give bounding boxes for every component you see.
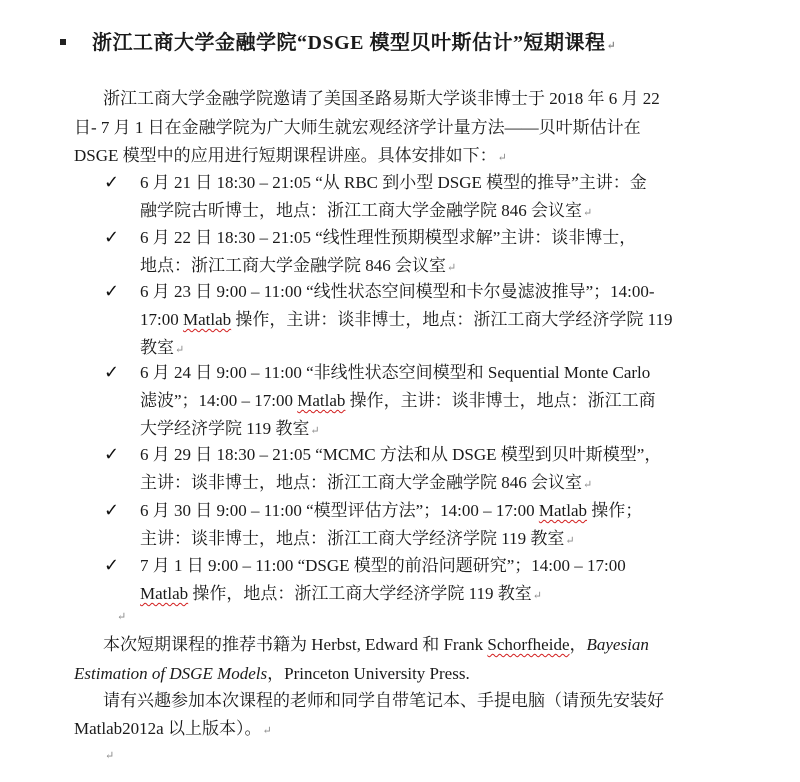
spellcheck-word: Schorfheide: [487, 635, 570, 654]
checkmark-icon: ✓: [104, 555, 120, 576]
intro-line-3: DSGE 模型中的应用进行短期课程讲座。具体安排如下：↵: [74, 146, 507, 165]
document-page: 浙江工商大学金融学院“DSGE 模型贝叶斯估计”短期课程↵ 浙江工商大学金融学院邀请了美国圣路易斯大学谈非博士于 2018 年 6 月 22 日- 7 月 1 日在金融学院为广大师生就宏观经济学计量方法——贝叶斯估计在 DSGE 模型中的应用进行短期课程讲座。具体安排如下：↵ ✓ 6 月 21 日 18:30 – 21:05 “从 RBC 到小型 DSGE 模型的推导”主讲：金 融学院古昕博士，地点：浙江工商大学金融学院 846 会议室↵ ✓ 6 月 22 日 18:30 – 21:05 “线性理性预期模型求解”主讲：谈非博士， 地点：浙江工商大学金融学院 846 会议室↵ ✓ 6 月 23 日 9:00 – 11:00 “线性状态空间模型和卡尔曼滤波推导”；14:00- 17:00 Matlab 操作，主讲：谈非博士，地点：浙江工商大学经济学院 119 教室↵ ✓ 6 月 24 日 9:00 – 11:00 “非线性状态空间模型和 Sequential Monte Carlo 滤波”；14:00 – 17:00 Matlab 操作，主讲：谈非博士，地点：浙江工商 大学经济学院 119 教室↵ ✓ 6 月 29 日 18:30 – 21:05 “MCMC 方法和从 DSGE 模型到贝叶斯模型”， 主讲：谈非博士，地点：浙江工商大学金融学院 846 会议室↵ ✓ 6 月 30 日 9:00 – 11:00 “模型评估方法”；14:00 – 17:00 Matlab 操作； 主讲：谈非博士，地点：浙江工商大学经济学院 119 教室↵ ✓ 7 月 1 日 9:00 – 11:00 “DSGE 模型的前沿问题研究”；14:00 – 17:00 Matlab 操作，地点：浙江工商大学经济学院 119 教室↵ ↵ 本次短期课程的推荐书籍为 Herbst, Edward 和 Frank Schorfheide，Bayesian Estimation of DSGE Models，Princeton University Press. 请有兴趣参加本次课程的老师和同学自带笔记本、手提电脑（请预先安装好 Matlab2012a 以上版本）。↵ ↵: [0, 0, 800, 782]
notice-line-2: Matlab2012a 以上版本）。↵: [74, 719, 272, 738]
intro-line-1: 浙江工商大学金融学院邀请了美国圣路易斯大学谈非博士于 2018 年 6 月 22: [103, 89, 660, 108]
books-line-1: 本次短期课程的推荐书籍为 Herbst, Edward 和 Frank Schorfheide，Bayesian: [103, 635, 649, 654]
empty-paragraph: ↵: [105, 750, 115, 762]
spellcheck-word: Matlab: [182, 310, 232, 329]
empty-paragraph: ↵: [117, 611, 127, 623]
intro-line-2: 日- 7 月 1 日在金融学院为广大师生就宏观经济学计量方法——贝叶斯估计在: [74, 118, 641, 137]
page-title: 浙江工商大学金融学院“DSGE 模型贝叶斯估计”短期课程↵: [60, 26, 616, 55]
spellcheck-word: Matlab: [297, 391, 346, 410]
books-line-2: Estimation of DSGE Models，Princeton University Press.: [74, 664, 470, 683]
checkmark-icon: ✓: [104, 500, 120, 521]
checkmark-icon: ✓: [104, 362, 120, 383]
spellcheck-word: Matlab: [538, 501, 588, 520]
paragraph-mark: ↵: [606, 40, 617, 52]
checkmark-icon: ✓: [104, 227, 120, 248]
notice-line-1: 请有兴趣参加本次课程的老师和同学自带笔记本、手提电脑（请预先安装好: [103, 691, 664, 710]
checkmark-icon: ✓: [104, 444, 120, 465]
spellcheck-word: Matlab: [140, 584, 189, 603]
bullet-icon: [60, 39, 66, 45]
checkmark-icon: ✓: [104, 281, 120, 302]
checkmark-icon: ✓: [104, 172, 120, 193]
